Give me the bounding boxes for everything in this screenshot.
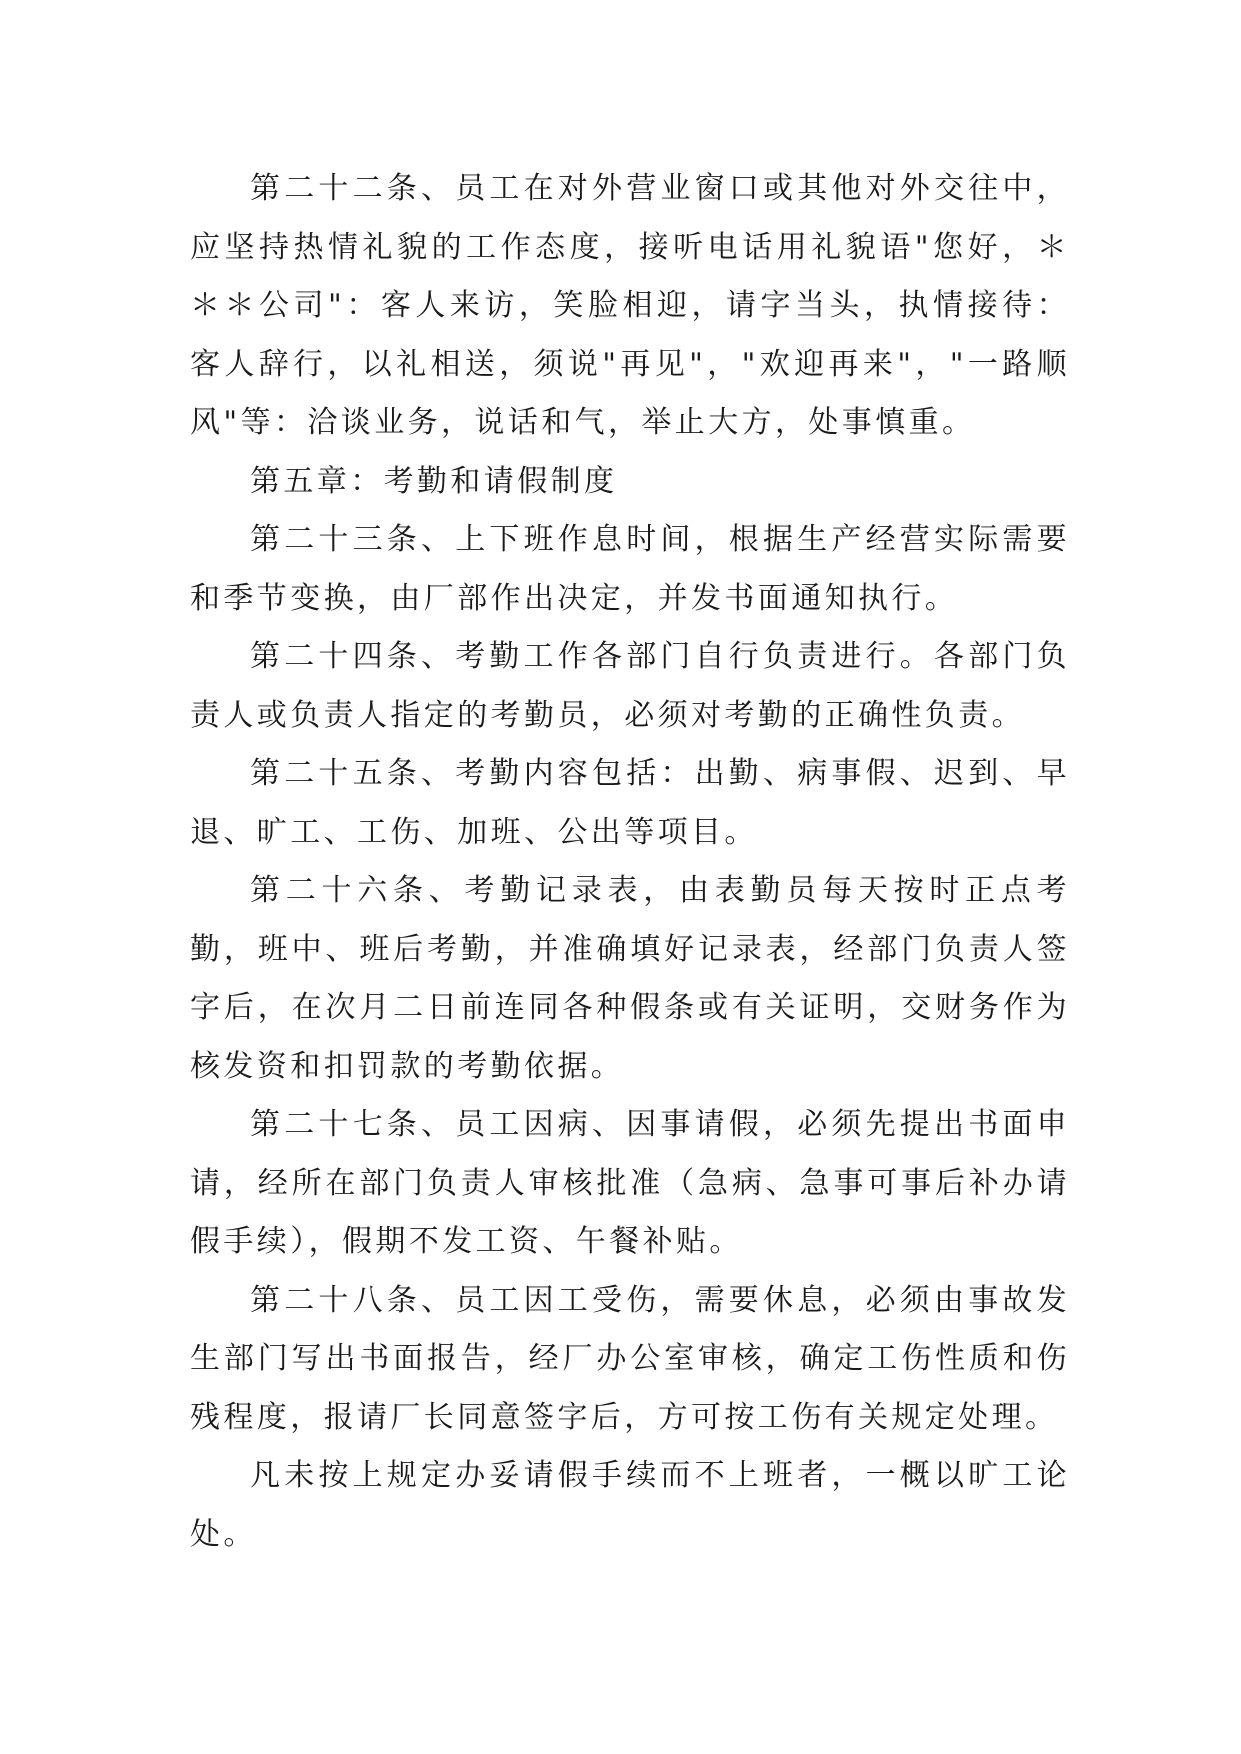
article-28-paragraph: 第二十八条、员工因工受伤，需要休息，必须由事故发生部门写出书面报告，经厂办公室审核，确定工伤性质和伤残程度，报请厂长同意签字后，方可按工伤有关规定处理。 <box>190 1282 1070 1435</box>
article-25-paragraph: 第二十五条、考勤内容包括：出勤、病事假、迟到、早退、旷工、工伤、加班、公出等项目。 <box>190 756 1070 850</box>
article-23-paragraph: 第二十三条、上下班作息时间，根据生产经营实际需要和季节变换，由厂部作出决定，并发书面通知执行。 <box>190 522 1070 616</box>
article-26-paragraph: 第二十六条、考勤记录表，由表勤员每天按时正点考勤，班中、班后考勤，并准确填好记录表，经部门负责人签字后，在次月二日前连同各种假条或有关证明，交财务作为核发资和扣罚款的考勤依据。 <box>190 873 1070 1084</box>
document-body <box>190 160 1070 1564</box>
article-27-paragraph: 第二十七条、员工因病、因事请假，必须先提出书面申请，经所在部门负责人审核批准（急病、急事可事后补办请假手续），假期不发工资、午餐补贴。 <box>190 1107 1070 1259</box>
article-24-paragraph: 第二十四条、考勤工作各部门自行负责进行。各部门负责人或负责人指定的考勤员，必须对考勤的正确性负责。 <box>190 639 1070 733</box>
article-22-paragraph: 第二十二条、员工在对外营业窗口或其他对外交往中，应坚持热情礼貌的工作态度，接听电话用礼貌语"您好，＊＊＊公司"：客人来访，笑脸相迎，请字当头，执情接待：客人辞行，以礼相送，须说"再见"，"欢迎再来"，"一路顺风"等：洽谈业务，说话和气，举止大方，处事慎重。 <box>190 171 1070 440</box>
chapter-5-heading: 第五章：考勤和请假制度 <box>250 463 618 499</box>
absence-rule-paragraph: 凡未按上规定办妥请假手续而不上班者，一概以旷工论处。 <box>190 1458 1070 1552</box>
